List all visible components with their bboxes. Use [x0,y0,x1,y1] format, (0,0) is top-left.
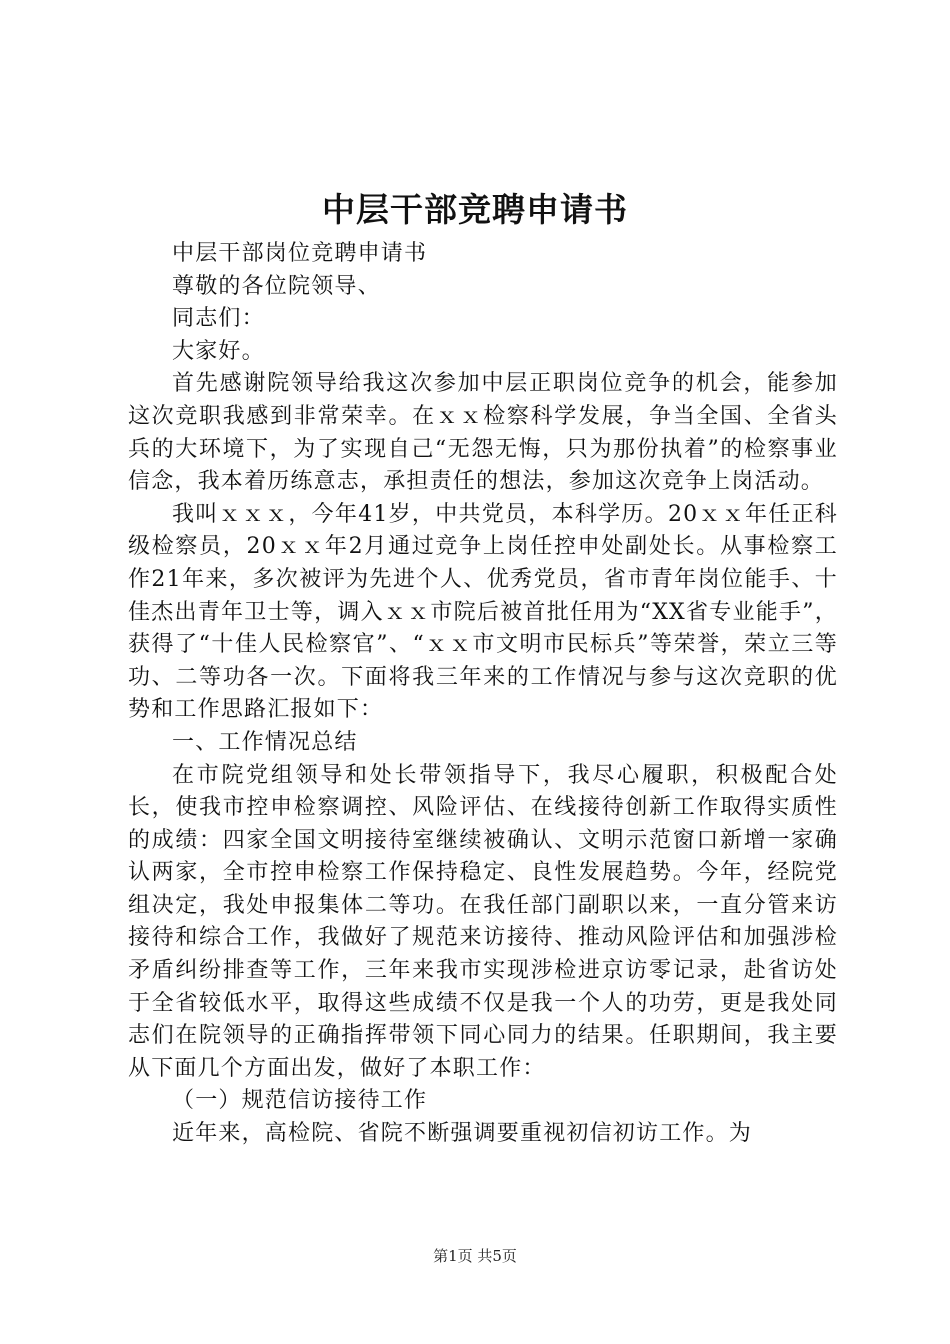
document-title: 中层干部竞聘申请书 [322,190,628,229]
paragraph-petition-work: 近年来，高检院、省院不断强调要重视初信初访工作。为 [172,1121,753,1147]
paragraph-work-summary: 在市院党组领导和处长带领指导下，我尽心履职，积极配合处长，使我市控申检察调控、风险评估、在线接待创新工作取得实质性的成绩：四家全国文明接待室继续被确认、文明示范窗口新增一家确认两家，全市控申检察工作保持稳定、良性发展趋势。今年，经院党组决定，我处申报集体二等功。在我任部门副职以来，一直分管来访接待和综合工作，我做好了规范来访接待、推动风险评估和加强涉检矛盾纠纷排查等工作，三年来我市实现涉检进京访零记录，赴省访处于全省较低水平，取得这些成绩不仅是我一个人的功劳，更是我处同志们在院领导的正确指挥带领下同心同力的结果。任职期间，我主要从下面几个方面出发，做好了本职工作： [128,762,838,1081]
document-body [128,238,838,1151]
greeting-line: 大家好。 [172,338,265,364]
page-footer: 第1页 共5页 [433,1247,517,1265]
salutation-line-2: 同志们： [172,306,265,332]
subtitle-line: 中层干部岗位竞聘申请书 [172,241,428,266]
paragraph-intro: 首先感谢院领导给我这次参加中层正职岗位竞争的机会，能参加这次竞职我感到非常荣幸。在ｘｘ检察科学发展，争当全国、全省头兵的大环境下，为了实现自己“无怨无悔，只为那份执着”的检察事业信念，我本着历练意志，承担责任的想法，参加这次竞争上岗活动。 [128,371,838,495]
section-heading-1: 一、工作情况总结 [172,729,358,755]
paragraph-self-introduction: 我叫ｘｘｘ，今年41岁，中共党员，本科学历。20ｘｘ年任正科级检察员，20ｘｘ年2月通过竞争上岗任控申处副处长。从事检察工作21年来，多次被评为先进个人、优秀党员，省市青年岗位能手、十佳杰出青年卫士等，调入ｘｘ市院后被首批任用为“XX省专业能手”，获得了“十佳人民检察官”、“ｘｘ市文明市民标兵”等荣誉，荣立三等功、二等功各一次。下面将我三年来的工作情况与参与这次竞职的优势和工作思路汇报如下： [128,501,838,723]
subsection-heading-1: （一）规范信访接待工作 [172,1088,428,1114]
salutation-line-1: 尊敬的各位院领导、 [172,273,381,299]
